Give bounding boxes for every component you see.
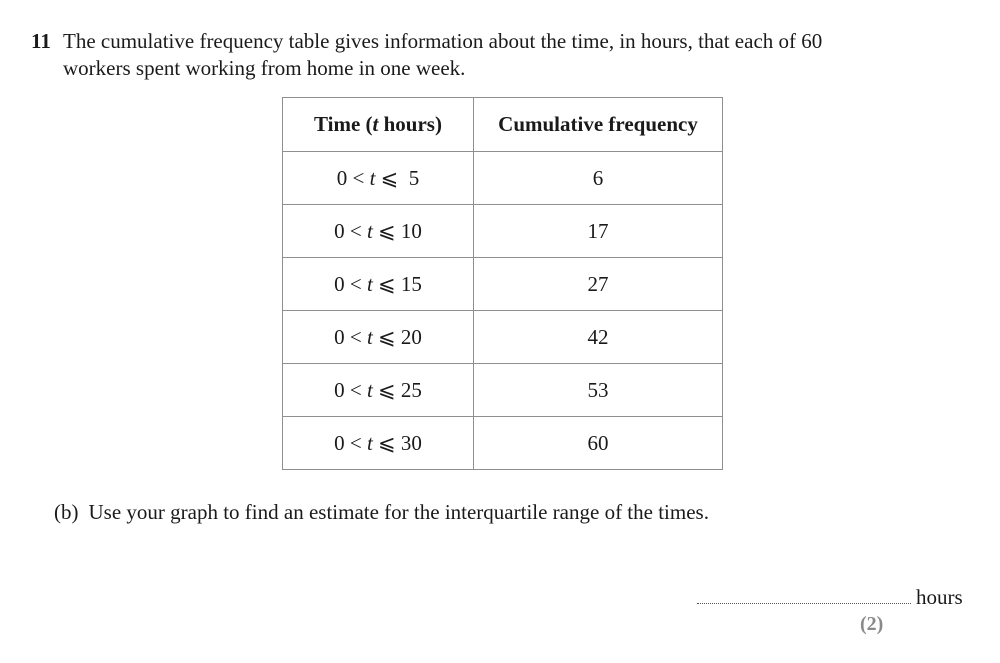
answer-line[interactable] [697,603,911,604]
table-row [283,258,723,311]
part-b-text: Use your graph to find an estimate for the interquartile range of the times. [88,500,709,524]
interval-variable: t [366,218,373,243]
interval-variable: t [366,271,373,296]
header-time-suffix: hours) [378,112,442,136]
header-time-prefix: Time ( [314,112,373,136]
header-cumulative-frequency: Cumulative frequency [474,98,723,152]
question-text: The cumulative frequency table gives information about the time, in hours, that each of 60 workers spent working from home in one week. [63,29,823,80]
interval-upper: ⩽ 30 [372,430,422,455]
interval-lower: 0 < [334,430,367,455]
cumulative-frequency-cell: 53 [474,364,723,417]
header-time [283,98,474,152]
header-time-variable: t [372,112,379,136]
interval-lower: 0 < [334,271,367,296]
table-row [283,364,723,417]
table-row [283,417,723,470]
time-interval-cell [283,258,474,311]
interval-upper: ⩽ 10 [372,218,422,243]
table-row [283,205,723,258]
cumulative-frequency-table [282,97,723,470]
question-number: 11 [31,29,51,53]
interval-upper: ⩽ 15 [372,271,422,296]
cumulative-frequency-cell: 17 [474,205,723,258]
table-row [283,311,723,364]
interval-upper: ⩽ 5 [375,165,420,190]
interval-variable: t [369,165,376,190]
interval-variable: t [366,430,373,455]
part-b-label: (b) [54,500,79,524]
part-b-question [54,499,709,526]
time-interval-cell [283,205,474,258]
table-row [283,152,723,205]
answer-unit: hours [916,585,963,609]
table-header-row [283,98,723,152]
cumulative-frequency-cell: 60 [474,417,723,470]
interval-upper: ⩽ 20 [372,324,422,349]
cumulative-frequency-cell: 42 [474,311,723,364]
marks-indicator: (2) [860,613,884,635]
interval-lower: 0 < [334,324,367,349]
time-interval-cell [283,417,474,470]
interval-upper: ⩽ 25 [372,377,422,402]
time-interval-cell [283,364,474,417]
interval-variable: t [366,324,373,349]
time-interval-cell [283,311,474,364]
interval-lower: 0 < [334,218,367,243]
interval-lower: 0 < [334,377,367,402]
interval-variable: t [366,377,373,402]
time-interval-cell [283,152,474,205]
interval-lower: 0 < [336,165,370,190]
cumulative-frequency-cell: 27 [474,258,723,311]
cumulative-frequency-cell: 6 [474,152,723,205]
